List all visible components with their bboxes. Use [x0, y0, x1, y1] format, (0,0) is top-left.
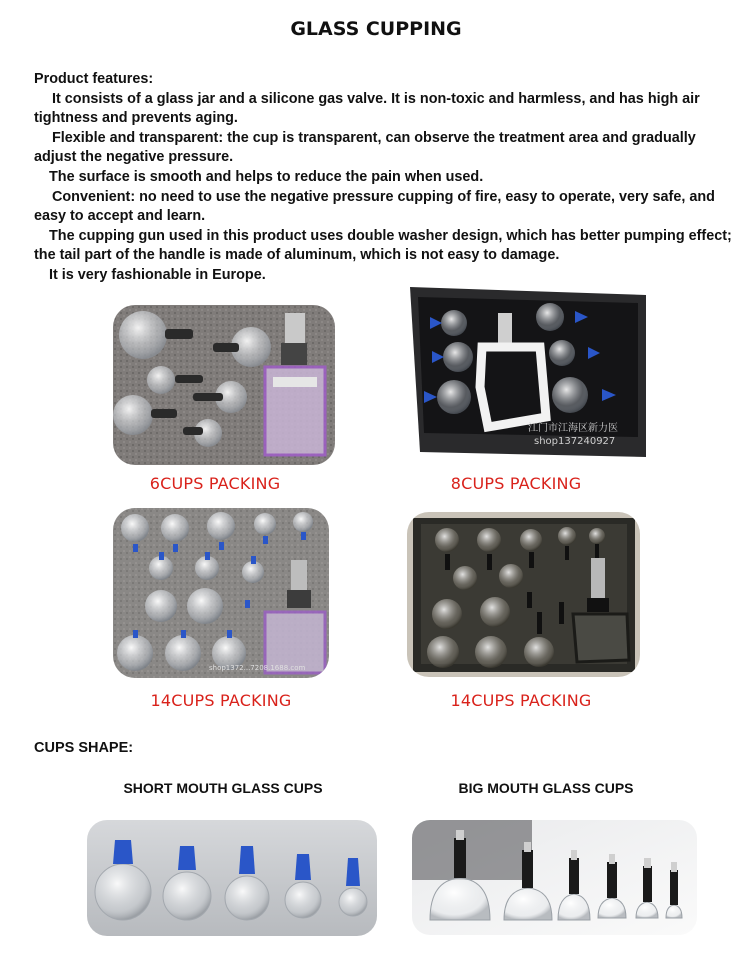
photo-6cups-packing [113, 305, 335, 465]
photo-14cups-packing-case [407, 512, 640, 677]
caption-14cups-1: 14CUPS PACKING [150, 691, 292, 710]
big-mouth-label: BIG MOUTH GLASS CUPS [458, 780, 634, 796]
feature-line: Convenient: no need to use the negative pressure cupping of fire, easy to operate, very safe, and easy to accept and learn. [34, 188, 715, 225]
features-heading: Product features: [34, 71, 154, 87]
feature-line: The cupping gun used in this product uses double washer design, which has better pumping effect; the tail part of the handle is made of aluminum, which is not easy to damage. [34, 227, 732, 264]
feature-line: It consists of a glass jar and a silicone gas valve. It is non-toxic and harmless, and has high air tightness and prevents aging. [34, 90, 700, 127]
photo-big-mouth-cups [412, 820, 697, 935]
short-mouth-label: SHORT MOUTH GLASS CUPS [123, 780, 323, 796]
cups-shape-heading: CUPS SHAPE: [34, 740, 134, 756]
page-title: GLASS CUPPING [290, 18, 462, 40]
photo-8cups-packing [410, 287, 646, 457]
feature-line: It is very fashionable in Europe. [49, 266, 266, 283]
photo-14cups-packing-foam [113, 508, 329, 678]
caption-6cups: 6CUPS PACKING [149, 474, 281, 493]
watermark: shop137240927 [534, 436, 616, 447]
caption-8cups: 8CUPS PACKING [450, 474, 582, 493]
caption-14cups-2: 14CUPS PACKING [450, 691, 592, 710]
feature-line: Flexible and transparent: the cup is transparent, can observe the treatment area and gradually adjust the negative pressure. [34, 129, 696, 166]
watermark: 江门市江海区新力医 [528, 423, 618, 434]
watermark: shop1372...7208.1688.com [209, 664, 306, 672]
photo-short-mouth-cups [87, 820, 377, 936]
product-features [34, 70, 740, 286]
feature-line: The surface is smooth and helps to reduce the pain when used. [49, 168, 484, 185]
